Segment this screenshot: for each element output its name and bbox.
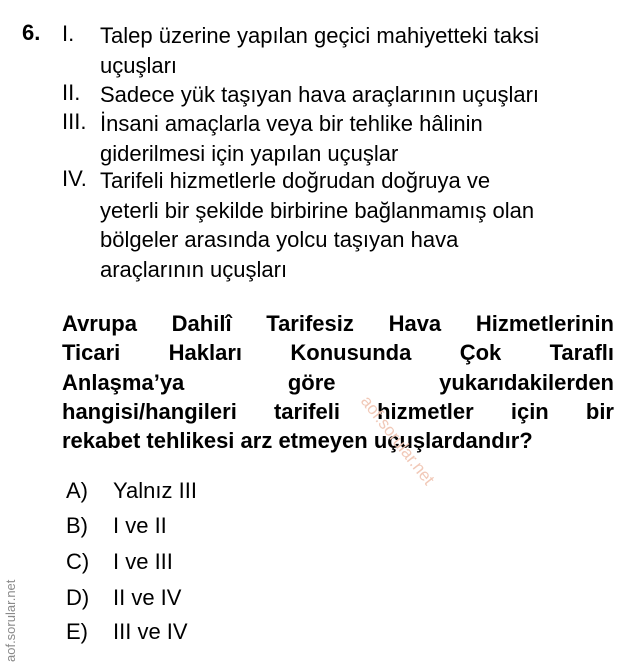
statement-line: Talep üzerine yapılan geçici mahiyetteki taksi (100, 23, 540, 48)
option-text: III ve IV (113, 619, 188, 644)
statement-numeral: IV. (62, 166, 87, 191)
statement-numeral: III. (62, 109, 87, 134)
statement-line: Sadece yük taşıyan hava araçlarının uçuşları (100, 82, 540, 107)
stem-line: Avrupa Dahilî Tarifesiz Hava Hizmetlerinin (62, 311, 614, 336)
statement-numeral: II. (62, 80, 81, 105)
statement-line: bölgeler arasında yolcu taşıyan hava (100, 227, 459, 252)
statement-line: yeterli bir şekilde birbirine bağlanmamış olan (100, 197, 535, 223)
stem-line: Anlaşma’ya göre yukarıdakilerden (62, 369, 614, 395)
stem-line: hangisi/hangileri tarifeli hizmetler için bir (62, 398, 614, 424)
stem-line: Ticari Hakları Konusunda Çok Taraflı (62, 340, 614, 366)
option-text: Yalnız III (113, 478, 197, 503)
statement-line: Tarifeli hizmetlerle doğrudan doğruya ve (100, 168, 491, 193)
side-watermark: aof.sorular.net (3, 579, 18, 662)
statement-numeral: I. (62, 21, 75, 46)
statement-line: İnsani amaçlarla veya bir tehlike hâlinin (100, 111, 483, 136)
statement-line: araçlarının uçuşları (100, 256, 288, 282)
option-letter: D) (66, 585, 90, 610)
statement-line: uçuşları (100, 52, 178, 78)
watermark: aof.sorular.net (357, 392, 439, 489)
statement-line: giderilmesi için yapılan uçuşlar (100, 140, 399, 166)
option-text: I ve II (113, 513, 167, 538)
option-letter: A) (66, 478, 88, 503)
question-stem (62, 309, 614, 455)
option-letter: E) (66, 619, 88, 644)
question-number: 6. (22, 20, 41, 45)
option-text: II ve IV (113, 585, 182, 610)
option-text: I ve III (113, 549, 173, 574)
stem-line: rekabet tehlikesi arz etmeyen uçuşlardandır? (62, 428, 533, 454)
option-letter: C) (66, 549, 90, 574)
option-letter: B) (66, 513, 88, 538)
